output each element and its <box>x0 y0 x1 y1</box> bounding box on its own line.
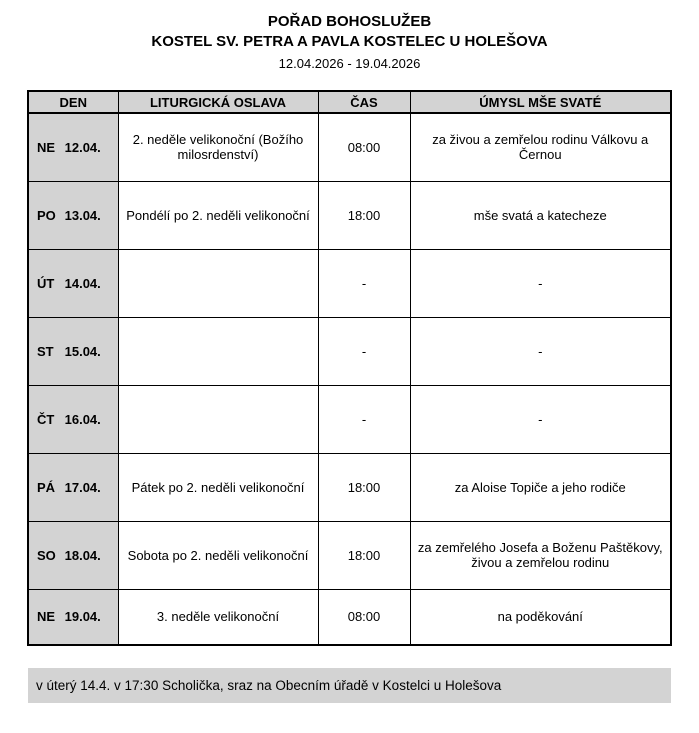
column-header-day: DEN <box>28 91 118 113</box>
day-cell <box>28 113 118 181</box>
feast-cell <box>118 249 318 317</box>
column-header-time: ČAS <box>318 91 410 113</box>
time-cell: 18:00 <box>318 181 410 249</box>
feast-cell: Sobota po 2. neděli velikonoční <box>118 521 318 589</box>
day-date: 16.04. <box>64 411 101 427</box>
table-row <box>28 249 671 317</box>
day-cell <box>28 521 118 589</box>
day-cell <box>28 385 118 453</box>
day-date: 14.04. <box>64 275 101 291</box>
day-cell <box>28 249 118 317</box>
feast-cell: 3. neděle velikonoční <box>118 589 318 645</box>
time-cell: - <box>318 385 410 453</box>
day-abbr: ÚT <box>37 275 55 291</box>
day-date: 15.04. <box>64 343 101 359</box>
table-row <box>28 589 671 645</box>
feast-cell: Pondélí po 2. neděli velikonoční <box>118 181 318 249</box>
feast-cell: 2. neděle velikonoční (Božího milosrdenství) <box>118 113 318 181</box>
intention-cell: za Aloise Topiče a jeho rodiče <box>410 453 671 521</box>
day-cell <box>28 453 118 521</box>
feast-cell <box>118 385 318 453</box>
table-row <box>28 521 671 589</box>
intention-cell: mše svatá a katecheze <box>410 181 671 249</box>
time-cell: 08:00 <box>318 589 410 645</box>
time-cell: - <box>318 317 410 385</box>
intention-cell: - <box>410 317 671 385</box>
day-abbr: ST <box>37 343 54 359</box>
column-header-feast: LITURGICKÁ OSLAVA <box>118 91 318 113</box>
feast-cell: Pátek po 2. neděli velikonoční <box>118 453 318 521</box>
table-row <box>28 181 671 249</box>
time-cell: 08:00 <box>318 113 410 181</box>
intention-cell: - <box>410 249 671 317</box>
time-cell: - <box>318 249 410 317</box>
announcement-note: v úterý 14.4. v 17:30 Scholička, sraz na Obecním úřadě v Kostelci u Holešova <box>28 668 671 703</box>
table-row <box>28 317 671 385</box>
day-abbr: NE <box>37 609 56 625</box>
day-abbr: PÁ <box>37 479 56 495</box>
day-abbr: NE <box>37 139 56 155</box>
document-header <box>0 12 699 72</box>
table-row <box>28 453 671 521</box>
column-header-intention: ÚMYSL MŠE SVATÉ <box>410 91 671 113</box>
church-name: KOSTEL SV. PETRA A PAVLA KOSTELEC U HOLEŠOVA <box>151 33 548 51</box>
time-cell: 18:00 <box>318 521 410 589</box>
day-date: 12.04. <box>64 139 101 155</box>
table-row <box>28 385 671 453</box>
intention-cell: za zemřelého Josefa a Boženu Paštěkovy, živou a zemřelou rodinu <box>410 521 671 589</box>
day-abbr: SO <box>37 547 56 563</box>
day-cell <box>28 589 118 645</box>
day-date: 19.04. <box>64 609 101 625</box>
day-date: 13.04. <box>64 207 101 223</box>
table-row <box>28 113 671 181</box>
day-cell <box>28 317 118 385</box>
intention-cell: na poděkování <box>410 589 671 645</box>
time-cell: 18:00 <box>318 453 410 521</box>
day-cell <box>28 181 118 249</box>
day-abbr: ČT <box>37 411 55 427</box>
day-date: 18.04. <box>64 547 101 563</box>
date-range: 12.04.2026 - 19.04.2026 <box>278 55 421 71</box>
page-title: POŘAD BOHOSLUŽEB <box>267 13 432 30</box>
table-header-row <box>28 91 671 113</box>
day-date: 17.04. <box>64 479 101 495</box>
feast-cell <box>118 317 318 385</box>
service-schedule-table <box>27 90 672 646</box>
day-abbr: PO <box>37 207 56 223</box>
intention-cell: za živou a zemřelou rodinu Válkovu a Černou <box>410 113 671 181</box>
intention-cell: - <box>410 385 671 453</box>
